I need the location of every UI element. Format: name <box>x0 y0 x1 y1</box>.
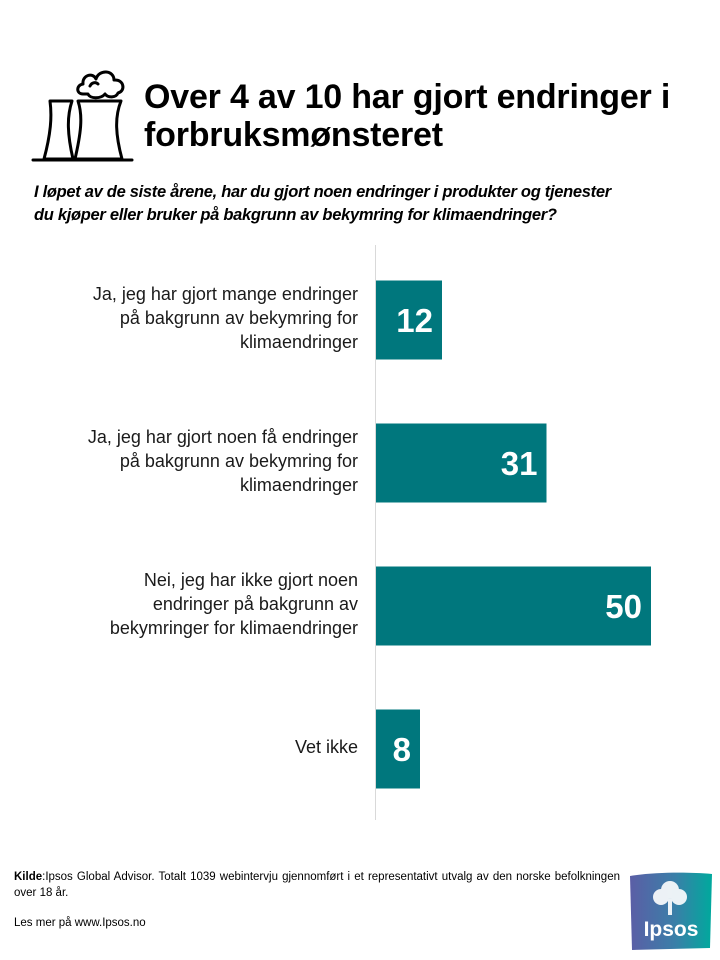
category-label-line: Vet ikke <box>294 737 358 757</box>
category-label-line: Ja, jeg har gjort noen få endringer <box>87 427 358 447</box>
question-line-2: du kjøper eller bruker på bakgrunn av bekymring for klimaendringer? <box>34 206 557 224</box>
category-label-line: klimaendringer <box>239 332 358 352</box>
bar-value-label-3: 50 <box>605 588 642 625</box>
category-label-line: på bakgrunn av bekymring for <box>119 308 358 328</box>
source-text: :Ipsos Global Advisor. Totalt 1039 webintervju gjennomført i et representativt utvalg av den norske befolkningen over 18 år. <box>14 871 620 899</box>
page-title: Over 4 av 10 har gjort endringer i forbruksmønsteret <box>144 78 671 154</box>
category-label-line: Nei, jeg har ikke gjort noen <box>143 570 358 590</box>
category-label-line: klimaendringer <box>239 475 358 495</box>
ipsos-logo <box>630 872 712 950</box>
bar-value-label-2: 31 <box>500 445 538 482</box>
category-label-line: endringer på bakgrunn av <box>152 594 358 614</box>
bar-value-label-4: 8 <box>392 731 411 768</box>
source-note <box>14 869 620 901</box>
category-label-line: på bakgrunn av bekymring for <box>119 451 358 471</box>
bar-value-label-1: 12 <box>396 302 433 339</box>
factory-smokestack-icon <box>30 58 135 164</box>
bar-chart <box>0 240 720 822</box>
bar-chart-svg <box>0 240 720 822</box>
question-line-1: I løpet av de siste årene, har du gjort noen endringer i produkter og tjenester <box>34 183 611 201</box>
category-label-line: bekymringer for klimaendringer <box>109 618 358 638</box>
chart-question <box>34 181 716 227</box>
ipsos-logo-text: Ipsos <box>643 918 699 941</box>
source-label: Kilde <box>14 871 43 883</box>
more-info-text: Les mer på www.Ipsos.no <box>14 917 146 929</box>
category-label-line: Ja, jeg har gjort mange endringer <box>92 284 358 304</box>
